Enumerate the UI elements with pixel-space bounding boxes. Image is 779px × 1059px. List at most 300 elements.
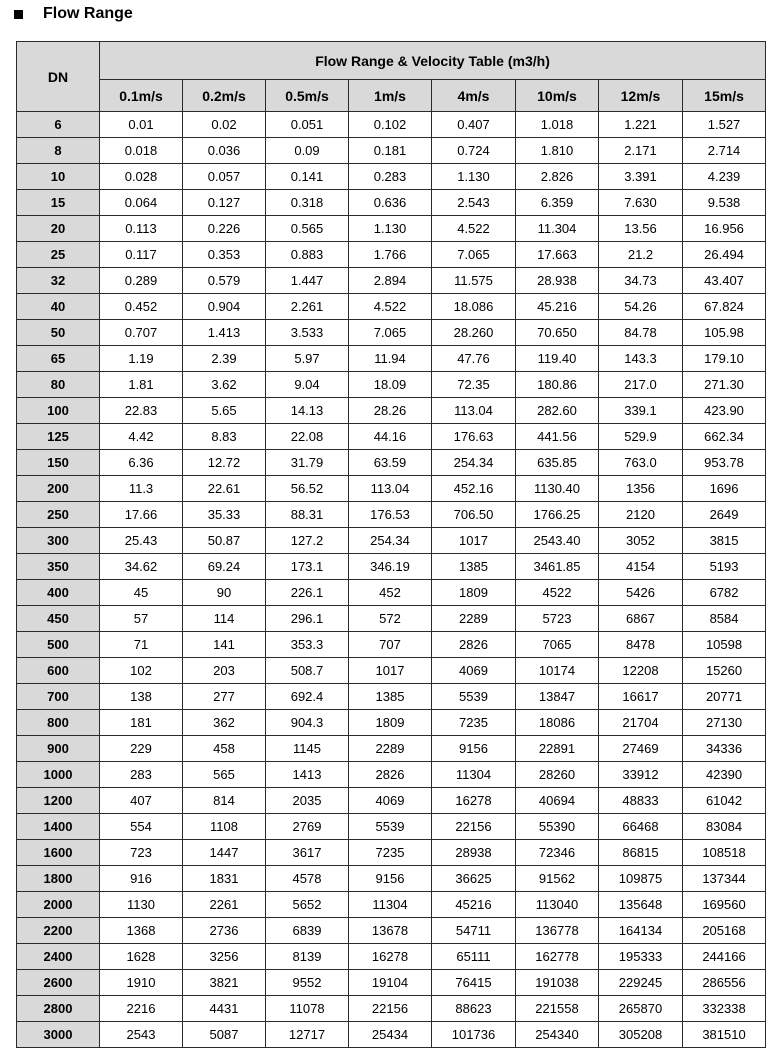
flow-cell: 0.028 [100, 164, 183, 190]
flow-cell: 35.33 [183, 502, 266, 528]
dn-cell: 50 [17, 320, 100, 346]
flow-cell: 254.34 [349, 528, 432, 554]
flow-cell: 19104 [349, 970, 432, 996]
flow-cell: 15260 [683, 658, 766, 684]
flow-cell: 254340 [516, 1022, 599, 1048]
flow-cell: 25.43 [100, 528, 183, 554]
flow-cell: 282.60 [516, 398, 599, 424]
flow-cell: 2543.40 [516, 528, 599, 554]
flow-cell: 265870 [599, 996, 683, 1022]
flow-cell: 529.9 [599, 424, 683, 450]
dn-cell: 600 [17, 658, 100, 684]
table-row [17, 346, 766, 372]
flow-cell: 1.19 [100, 346, 183, 372]
flow-cell: 346.19 [349, 554, 432, 580]
flow-cell: 72346 [516, 840, 599, 866]
flow-cell: 67.824 [683, 294, 766, 320]
dn-cell: 2600 [17, 970, 100, 996]
flow-cell: 48833 [599, 788, 683, 814]
flow-cell: 0.724 [432, 138, 516, 164]
flow-cell: 91562 [516, 866, 599, 892]
flow-cell: 109875 [599, 866, 683, 892]
flow-cell: 5.97 [266, 346, 349, 372]
flow-cell: 0.452 [100, 294, 183, 320]
flow-cell: 22.08 [266, 424, 349, 450]
flow-cell: 1766.25 [516, 502, 599, 528]
dn-cell: 6 [17, 112, 100, 138]
table-row [17, 372, 766, 398]
flow-cell: 63.59 [349, 450, 432, 476]
flow-cell: 2543 [100, 1022, 183, 1048]
flow-cell: 4.522 [432, 216, 516, 242]
flow-cell: 203 [183, 658, 266, 684]
flow-cell: 254.34 [432, 450, 516, 476]
flow-cell: 6.359 [516, 190, 599, 216]
flow-cell: 953.78 [683, 450, 766, 476]
flow-cell: 1447 [183, 840, 266, 866]
flow-cell: 57 [100, 606, 183, 632]
flow-cell: 162778 [516, 944, 599, 970]
flow-cell: 45 [100, 580, 183, 606]
flow-cell: 65111 [432, 944, 516, 970]
flow-cell: 10174 [516, 658, 599, 684]
flow-cell: 2216 [100, 996, 183, 1022]
flow-cell: 50.87 [183, 528, 266, 554]
flow-cell: 1628 [100, 944, 183, 970]
flow-cell: 2.826 [516, 164, 599, 190]
table-row [17, 736, 766, 762]
flow-cell: 2.714 [683, 138, 766, 164]
flow-cell: 0.636 [349, 190, 432, 216]
flow-cell: 84.78 [599, 320, 683, 346]
flow-cell: 3256 [183, 944, 266, 970]
table-row [17, 398, 766, 424]
flow-cell: 2.261 [266, 294, 349, 320]
flow-cell: 2769 [266, 814, 349, 840]
flow-cell: 176.63 [432, 424, 516, 450]
flow-cell: 1413 [266, 762, 349, 788]
flow-cell: 3617 [266, 840, 349, 866]
flow-cell: 136778 [516, 918, 599, 944]
flow-cell: 113.04 [432, 398, 516, 424]
flow-cell: 1.81 [100, 372, 183, 398]
flow-cell: 221558 [516, 996, 599, 1022]
flow-cell: 3052 [599, 528, 683, 554]
flow-cell: 9.538 [683, 190, 766, 216]
flow-cell: 7.630 [599, 190, 683, 216]
flow-cell: 723 [100, 840, 183, 866]
flow-cell: 36625 [432, 866, 516, 892]
dn-cell: 3000 [17, 1022, 100, 1048]
table-row [17, 606, 766, 632]
flow-cell: 26.494 [683, 242, 766, 268]
flow-cell: 1145 [266, 736, 349, 762]
flow-cell: 28260 [516, 762, 599, 788]
flow-cell: 8478 [599, 632, 683, 658]
flow-cell: 22891 [516, 736, 599, 762]
flow-cell: 27469 [599, 736, 683, 762]
flow-cell: 28.938 [516, 268, 599, 294]
flow-cell: 332338 [683, 996, 766, 1022]
flow-cell: 16.956 [683, 216, 766, 242]
flow-cell: 22156 [349, 996, 432, 1022]
flow-cell: 5193 [683, 554, 766, 580]
flow-cell: 6782 [683, 580, 766, 606]
flow-cell: 25434 [349, 1022, 432, 1048]
table-row [17, 320, 766, 346]
flow-cell: 14.13 [266, 398, 349, 424]
flow-cell: 1130 [100, 892, 183, 918]
flow-cell: 0.289 [100, 268, 183, 294]
flow-cell: 1696 [683, 476, 766, 502]
flow-cell: 1385 [432, 554, 516, 580]
flow-cell: 34336 [683, 736, 766, 762]
flow-cell: 0.036 [183, 138, 266, 164]
flow-cell: 114 [183, 606, 266, 632]
flow-cell: 43.407 [683, 268, 766, 294]
flow-cell: 101736 [432, 1022, 516, 1048]
flow-cell: 1.447 [266, 268, 349, 294]
dn-cell: 1000 [17, 762, 100, 788]
dn-cell: 2000 [17, 892, 100, 918]
flow-cell: 7235 [432, 710, 516, 736]
flow-cell: 3461.85 [516, 554, 599, 580]
flow-cell: 9.04 [266, 372, 349, 398]
flow-range-table [16, 41, 766, 1048]
flow-cell: 1.130 [349, 216, 432, 242]
flow-cell: 452.16 [432, 476, 516, 502]
flow-cell: 814 [183, 788, 266, 814]
flow-cell: 2826 [432, 632, 516, 658]
flow-cell: 271.30 [683, 372, 766, 398]
flow-cell: 4522 [516, 580, 599, 606]
dn-cell: 300 [17, 528, 100, 554]
flow-cell: 0.883 [266, 242, 349, 268]
flow-cell: 0.318 [266, 190, 349, 216]
flow-cell: 72.35 [432, 372, 516, 398]
flow-cell: 119.40 [516, 346, 599, 372]
flow-cell: 0.01 [100, 112, 183, 138]
velocity-header: 12m/s [599, 80, 683, 112]
table-row [17, 996, 766, 1022]
flow-cell: 11.575 [432, 268, 516, 294]
flow-cell: 0.579 [183, 268, 266, 294]
flow-cell: 7235 [349, 840, 432, 866]
flow-cell: 2.543 [432, 190, 516, 216]
table-row [17, 840, 766, 866]
flow-cell: 441.56 [516, 424, 599, 450]
flow-cell: 407 [100, 788, 183, 814]
flow-cell: 12717 [266, 1022, 349, 1048]
flow-cell: 44.16 [349, 424, 432, 450]
table-row [17, 684, 766, 710]
flow-cell: 45216 [432, 892, 516, 918]
flow-cell: 353.3 [266, 632, 349, 658]
flow-cell: 8584 [683, 606, 766, 632]
dn-cell: 1200 [17, 788, 100, 814]
flow-cell: 55390 [516, 814, 599, 840]
table-row [17, 788, 766, 814]
flow-cell: 138 [100, 684, 183, 710]
flow-cell: 66468 [599, 814, 683, 840]
table-row [17, 528, 766, 554]
dn-cell: 900 [17, 736, 100, 762]
flow-cell: 8.83 [183, 424, 266, 450]
flow-cell: 5539 [432, 684, 516, 710]
flow-cell: 76415 [432, 970, 516, 996]
flow-cell: 137344 [683, 866, 766, 892]
flow-cell: 6867 [599, 606, 683, 632]
flow-cell: 0.353 [183, 242, 266, 268]
flow-cell: 9156 [349, 866, 432, 892]
flow-cell: 423.90 [683, 398, 766, 424]
flow-cell: 20771 [683, 684, 766, 710]
flow-cell: 1831 [183, 866, 266, 892]
flow-cell: 180.86 [516, 372, 599, 398]
dn-cell: 32 [17, 268, 100, 294]
flow-cell: 113040 [516, 892, 599, 918]
flow-cell: 2120 [599, 502, 683, 528]
flow-cell: 191038 [516, 970, 599, 996]
flow-cell: 11078 [266, 996, 349, 1022]
flow-cell: 108518 [683, 840, 766, 866]
dn-cell: 80 [17, 372, 100, 398]
flow-cell: 54.26 [599, 294, 683, 320]
flow-cell: 565 [183, 762, 266, 788]
velocity-header: 15m/s [683, 80, 766, 112]
flow-cell: 904.3 [266, 710, 349, 736]
flow-cell: 1368 [100, 918, 183, 944]
table-row [17, 450, 766, 476]
table-row [17, 476, 766, 502]
flow-cell: 22.83 [100, 398, 183, 424]
flow-cell: 296.1 [266, 606, 349, 632]
flow-cell: 2289 [432, 606, 516, 632]
flow-cell: 0.113 [100, 216, 183, 242]
flow-cell: 1.527 [683, 112, 766, 138]
flow-cell: 11304 [349, 892, 432, 918]
dn-cell: 150 [17, 450, 100, 476]
flow-cell: 54711 [432, 918, 516, 944]
dn-cell: 15 [17, 190, 100, 216]
table-row [17, 294, 766, 320]
flow-cell: 916 [100, 866, 183, 892]
flow-cell: 229245 [599, 970, 683, 996]
dn-cell: 10 [17, 164, 100, 190]
flow-cell: 11.3 [100, 476, 183, 502]
dn-cell: 1800 [17, 866, 100, 892]
flow-cell: 2649 [683, 502, 766, 528]
flow-cell: 205168 [683, 918, 766, 944]
flow-cell: 10598 [683, 632, 766, 658]
flow-cell: 21704 [599, 710, 683, 736]
flow-cell: 17.66 [100, 502, 183, 528]
dn-cell: 400 [17, 580, 100, 606]
flow-cell: 176.53 [349, 502, 432, 528]
flow-cell: 21.2 [599, 242, 683, 268]
flow-cell: 2035 [266, 788, 349, 814]
dn-cell: 800 [17, 710, 100, 736]
flow-cell: 1017 [432, 528, 516, 554]
flow-cell: 0.904 [183, 294, 266, 320]
flow-cell: 4.239 [683, 164, 766, 190]
dn-cell: 40 [17, 294, 100, 320]
flow-cell: 1910 [100, 970, 183, 996]
table-row [17, 242, 766, 268]
table-title: Flow Range & Velocity Table (m3/h) [100, 42, 766, 80]
flow-cell: 4.522 [349, 294, 432, 320]
flow-cell: 16617 [599, 684, 683, 710]
flow-cell: 5652 [266, 892, 349, 918]
flow-cell: 0.02 [183, 112, 266, 138]
flow-cell: 113.04 [349, 476, 432, 502]
flow-cell: 5.65 [183, 398, 266, 424]
dn-cell: 1600 [17, 840, 100, 866]
dn-cell: 250 [17, 502, 100, 528]
flow-cell: 22156 [432, 814, 516, 840]
flow-cell: 4578 [266, 866, 349, 892]
flow-cell: 34.62 [100, 554, 183, 580]
flow-cell: 17.663 [516, 242, 599, 268]
flow-cell: 0.141 [266, 164, 349, 190]
flow-cell: 12208 [599, 658, 683, 684]
dn-cell: 500 [17, 632, 100, 658]
flow-cell: 1809 [349, 710, 432, 736]
dn-cell: 100 [17, 398, 100, 424]
flow-cell: 18.09 [349, 372, 432, 398]
flow-cell: 2261 [183, 892, 266, 918]
dn-cell: 2400 [17, 944, 100, 970]
flow-cell: 5426 [599, 580, 683, 606]
flow-cell: 90 [183, 580, 266, 606]
flow-cell: 508.7 [266, 658, 349, 684]
flow-cell: 0.09 [266, 138, 349, 164]
flow-cell: 5087 [183, 1022, 266, 1048]
flow-cell: 707 [349, 632, 432, 658]
flow-cell: 763.0 [599, 450, 683, 476]
flow-cell: 127.2 [266, 528, 349, 554]
flow-cell: 3821 [183, 970, 266, 996]
section-title: Flow Range [43, 5, 133, 22]
flow-cell: 28.260 [432, 320, 516, 346]
flow-cell: 226.1 [266, 580, 349, 606]
flow-cell: 362 [183, 710, 266, 736]
flow-cell: 0.407 [432, 112, 516, 138]
flow-cell: 13678 [349, 918, 432, 944]
flow-cell: 4.42 [100, 424, 183, 450]
flow-cell: 12.72 [183, 450, 266, 476]
flow-cell: 572 [349, 606, 432, 632]
flow-cell: 381510 [683, 1022, 766, 1048]
table-row [17, 216, 766, 242]
dn-cell: 1400 [17, 814, 100, 840]
flow-cell: 70.650 [516, 320, 599, 346]
flow-cell: 0.018 [100, 138, 183, 164]
flow-cell: 4431 [183, 996, 266, 1022]
flow-cell: 0.057 [183, 164, 266, 190]
flow-cell: 305208 [599, 1022, 683, 1048]
table-body [17, 112, 766, 1048]
flow-cell: 3.533 [266, 320, 349, 346]
flow-cell: 105.98 [683, 320, 766, 346]
table-row [17, 268, 766, 294]
table-row [17, 918, 766, 944]
flow-cell: 1.221 [599, 112, 683, 138]
flow-cell: 0.565 [266, 216, 349, 242]
flow-cell: 47.76 [432, 346, 516, 372]
table-row [17, 554, 766, 580]
flow-cell: 339.1 [599, 398, 683, 424]
flow-cell: 692.4 [266, 684, 349, 710]
table-row [17, 112, 766, 138]
velocity-header: 0.2m/s [183, 80, 266, 112]
velocity-header-row [17, 80, 766, 112]
flow-cell: 13847 [516, 684, 599, 710]
flow-cell: 33912 [599, 762, 683, 788]
flow-cell: 0.226 [183, 216, 266, 242]
flow-cell: 40694 [516, 788, 599, 814]
table-row [17, 710, 766, 736]
square-bullet-icon [14, 10, 23, 19]
flow-cell: 1.810 [516, 138, 599, 164]
flow-cell: 0.127 [183, 190, 266, 216]
flow-cell: 173.1 [266, 554, 349, 580]
flow-cell: 6.36 [100, 450, 183, 476]
flow-cell: 3.62 [183, 372, 266, 398]
flow-cell: 277 [183, 684, 266, 710]
flow-cell: 1130.40 [516, 476, 599, 502]
flow-cell: 2.171 [599, 138, 683, 164]
flow-cell: 27130 [683, 710, 766, 736]
dn-header: DN [17, 42, 100, 112]
table-row [17, 502, 766, 528]
flow-cell: 169560 [683, 892, 766, 918]
flow-cell: 0.051 [266, 112, 349, 138]
flow-cell: 8139 [266, 944, 349, 970]
flow-cell: 13.56 [599, 216, 683, 242]
flow-cell: 195333 [599, 944, 683, 970]
table-row [17, 164, 766, 190]
dn-cell: 20 [17, 216, 100, 242]
flow-cell: 1809 [432, 580, 516, 606]
flow-cell: 229 [100, 736, 183, 762]
table-row [17, 892, 766, 918]
section-heading [14, 3, 133, 25]
flow-cell: 7.065 [432, 242, 516, 268]
flow-cell: 3.391 [599, 164, 683, 190]
flow-cell: 0.283 [349, 164, 432, 190]
table-row [17, 658, 766, 684]
flow-cell: 102 [100, 658, 183, 684]
flow-cell: 83084 [683, 814, 766, 840]
table-row [17, 138, 766, 164]
flow-cell: 16278 [432, 788, 516, 814]
flow-cell: 56.52 [266, 476, 349, 502]
flow-cell: 2736 [183, 918, 266, 944]
dn-cell: 200 [17, 476, 100, 502]
flow-cell: 1.766 [349, 242, 432, 268]
dn-cell: 450 [17, 606, 100, 632]
flow-cell: 9552 [266, 970, 349, 996]
flow-cell: 22.61 [183, 476, 266, 502]
flow-cell: 4154 [599, 554, 683, 580]
flow-cell: 6839 [266, 918, 349, 944]
flow-cell: 217.0 [599, 372, 683, 398]
flow-cell: 244166 [683, 944, 766, 970]
flow-cell: 286556 [683, 970, 766, 996]
flow-cell: 16278 [349, 944, 432, 970]
table-row [17, 1022, 766, 1048]
